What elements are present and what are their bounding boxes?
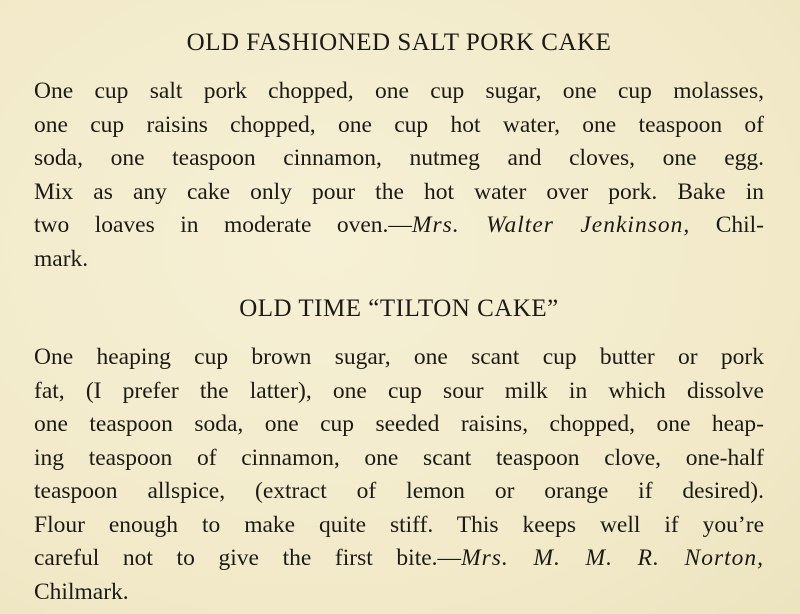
recipe-text: Chil- <box>690 212 765 238</box>
recipe-line: mark. <box>34 245 89 272</box>
recipe-line: one teaspoon soda, one cup seeded raisins, chopped, one heap- <box>34 411 764 437</box>
recipe-body <box>34 341 764 609</box>
recipe-line: teaspoon allspice, (extract of lemon or orange if desired). <box>34 478 764 504</box>
contributor-signature: Mrs. Walter Jenkinson, <box>411 212 691 238</box>
recipe-title: OLD TIME “TILTON CAKE” <box>239 295 559 322</box>
recipe-line: Chilmark. <box>34 578 129 605</box>
recipe-line: one cup raisins chopped, one cup hot water, one teaspoon of <box>34 111 764 138</box>
recipe-line: Flour enough to make quite stiff. This keeps well if you’re <box>34 511 764 538</box>
recipe-body <box>34 75 764 276</box>
recipe-line: ing teaspoon of cinnamon, one scant teaspoon clove, one-half <box>34 444 764 471</box>
recipe-line: soda, one teaspoon cinnamon, nutmeg and cloves, one egg. <box>34 145 764 171</box>
recipe-line: Mix as any cake only pour the hot water over pork. Bake in <box>34 178 764 205</box>
recipe-line-with-signature <box>34 542 764 576</box>
recipe-text: two loaves in moderate oven.— <box>34 212 412 238</box>
recipe-line: fat, (I prefer the latter), one cup sour milk in which dissolve <box>34 377 764 404</box>
recipe-title: OLD FASHIONED SALT PORK CAKE <box>186 29 612 56</box>
contributor-signature: Mrs. M. M. R. Norton, <box>461 545 764 571</box>
recipe-line-with-signature <box>34 209 764 243</box>
recipe-text: careful not to give the first bite.— <box>34 545 462 571</box>
recipe-line: One cup salt pork chopped, one cup sugar, one cup molasses, <box>34 78 764 104</box>
recipe-line: One heaping cup brown sugar, one scant cup butter or pork <box>34 344 764 370</box>
